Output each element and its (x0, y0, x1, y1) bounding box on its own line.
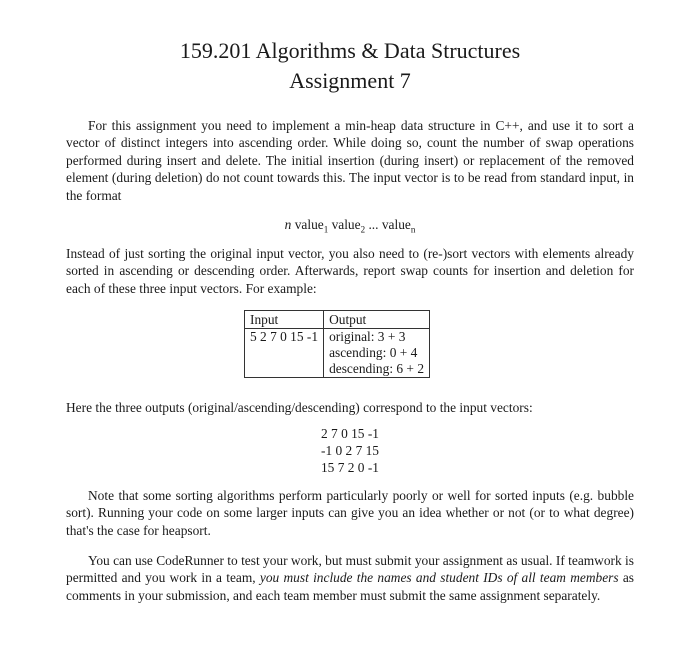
submission-paragraph (66, 552, 634, 604)
table-cell-output (324, 329, 430, 378)
input-format-formula (0, 216, 700, 239)
formula-sub-1: 1 (323, 224, 329, 235)
formula-sub-2: 2 (360, 224, 366, 235)
note-paragraph: Note that some sorting algorithms perform particularly poorly or well for sorted inputs (e.g. bubble sort). Running your code on some larger inputs can give you an idea whether or not (or to what degree) that's the case for heapsort. (66, 488, 634, 538)
outputs-explanation-paragraph: Here the three outputs (original/ascending/descending) correspond to the input vectors: (66, 400, 533, 415)
vector-original: 2 7 0 15 -1 (320, 426, 380, 441)
formula-n: n (284, 217, 292, 232)
vector-ascending: -1 0 2 7 15 (320, 443, 380, 458)
formula-value-1: value (294, 217, 324, 232)
table-header-row (245, 311, 430, 329)
submission-text-after: as comments in your submission, and each team member must submit the same assignment separately. (66, 570, 634, 603)
table-header-input: Input (245, 311, 324, 329)
output-descending: descending: 6 + 2 (329, 361, 425, 376)
formula-value-n: value (381, 217, 411, 232)
formula-value-2: value (331, 217, 361, 232)
intro-paragraph: For this assignment you need to implement a min-heap data structure in C++, and use it to sort a vector of distinct integers into ascending order. While doing so, count the number of swap operations performed during insert and delete. The initial insertion (during insert) or replacement of the removed element (during deletion) do not count towards this. The input vector is to be read from standard input, in the format (66, 118, 634, 203)
submission-text-before: You can use CodeRunner to test your work, but must submit your assignment as usual. If teamwork is permitted and you work in a team, (66, 553, 634, 586)
sorted-vectors-paragraph: Instead of just sorting the original input vector, you also need to (re-)sort vectors with elements already sorted in ascending or descending order. Afterwards, report swap counts for insertion and deletion for each of these three input vectors. For example: (66, 246, 634, 296)
document-title: 159.201 Algorithms & Data Structures (179, 38, 521, 63)
formula-sub-n: n (410, 224, 416, 235)
output-original: original: 3 + 3 (329, 329, 406, 344)
example-vectors (0, 425, 700, 476)
table-cell-input: 5 2 7 0 15 -1 (245, 329, 324, 378)
document-subtitle: Assignment 7 (289, 68, 411, 93)
example-table (244, 310, 430, 378)
table-row (245, 329, 430, 378)
output-ascending: ascending: 0 + 4 (329, 345, 418, 360)
vector-descending: 15 7 2 0 -1 (320, 460, 380, 475)
submission-emphasis: you must include the names and student IDs of all team members (259, 570, 619, 586)
table-header-output: Output (324, 311, 430, 329)
formula-dots: ... (368, 217, 379, 232)
